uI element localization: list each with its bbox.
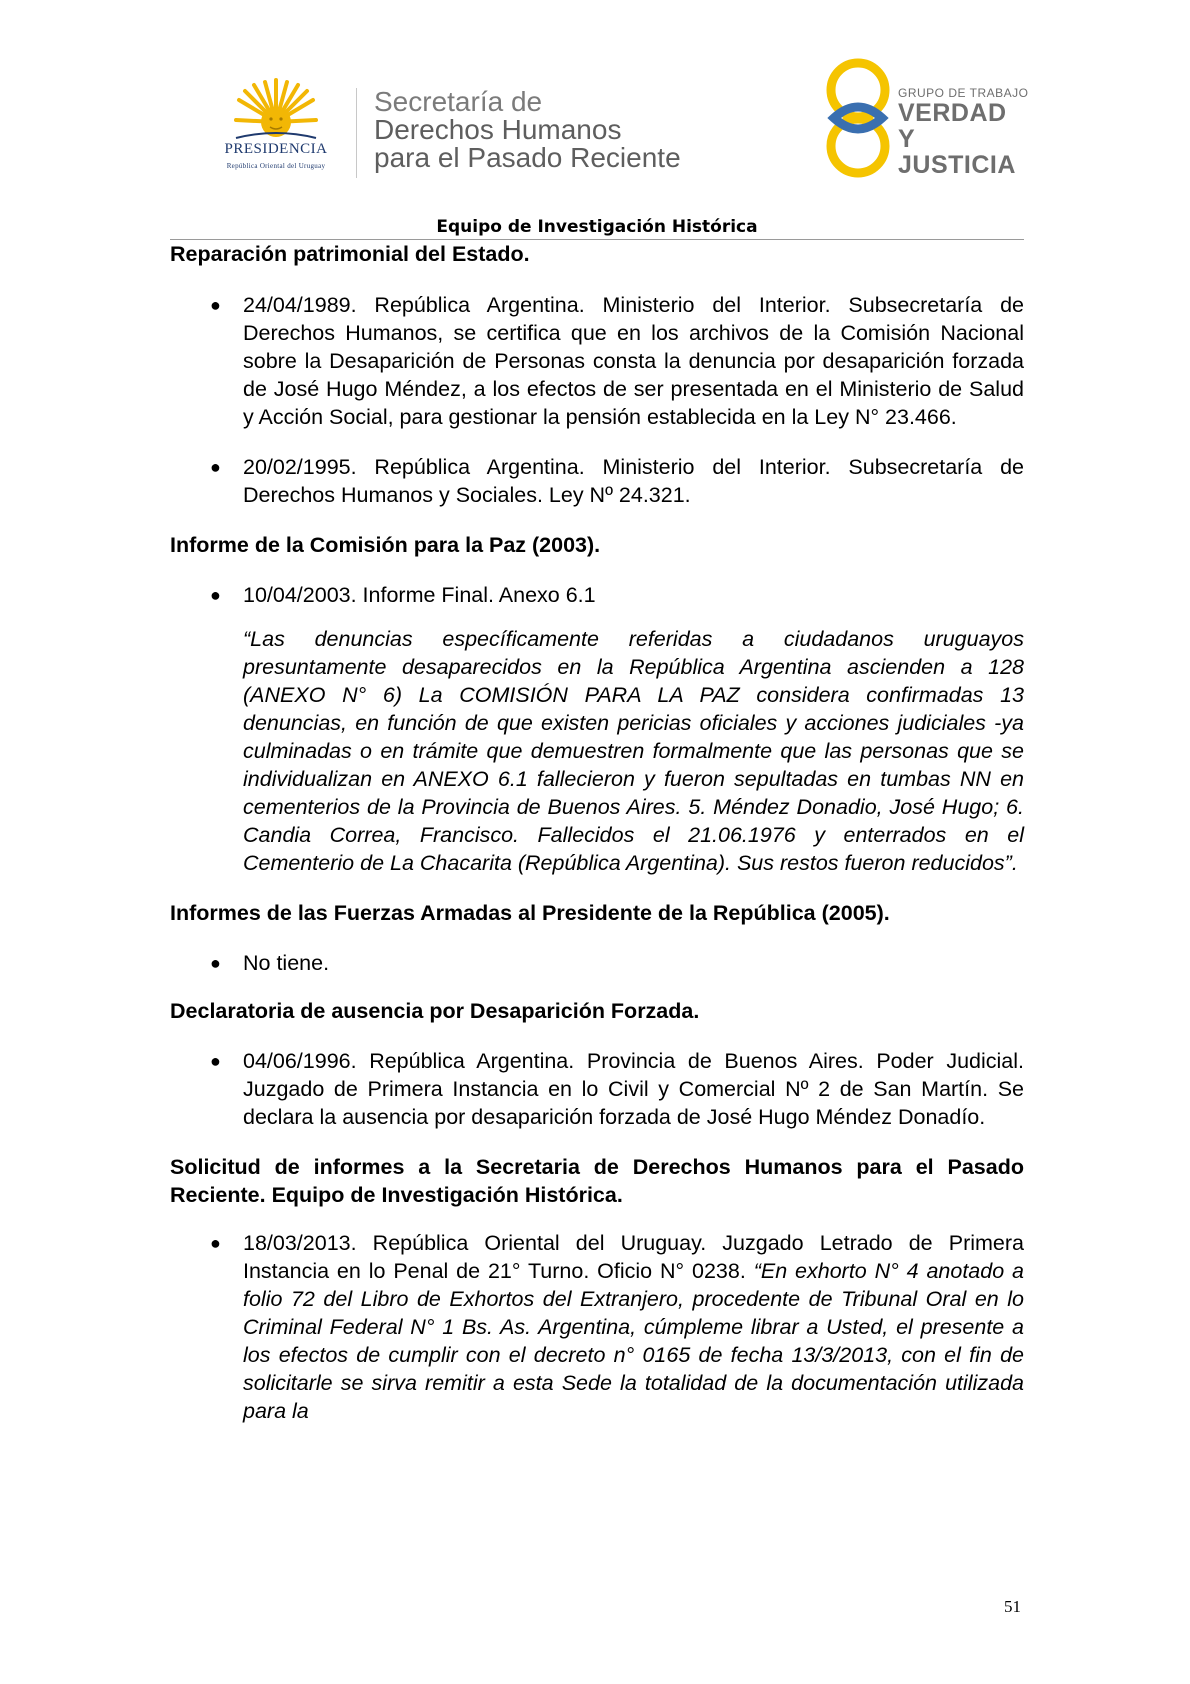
bullet-icon: ● <box>210 457 221 477</box>
list-item <box>170 453 1024 509</box>
presidencia-logo <box>196 78 356 178</box>
section-heading: Reparación patrimonial del Estado. <box>170 242 530 266</box>
list-item-text: 18/03/2013. República Oriental del Uruguay. Juzgado Letrado de Primera Instancia en lo Penal de 21° Turno. Oficio N° 0238. <box>243 1231 1024 1283</box>
grupo-trabajo-line-3: JUSTICIA <box>898 151 1016 179</box>
list-item-quote: “En exhorto N° 4 anotado a folio 72 del Libro de Exhortos del Extranjero, procedente de Tribunal Oral en lo Criminal Federal N° 1 Bs. As. Argentina, cúmpleme librar a Usted, el presente a los efectos de cumplir con el decreto n° 0165 de fecha 13/3/2013, con el fin de solicitarle se sirva remitir a esta Sede la totalidad de la documentación utilizada para la <box>243 1259 1024 1423</box>
team-title: Equipo de Investigación Histórica <box>436 217 758 237</box>
list-item-text: 24/04/1989. República Argentina. Ministerio del Interior. Subsecretaría de Derechos Humanos, se certifica que en los archivos de la Comisión Nacional sobre la Desaparición de Personas consta la denuncia por desaparición forzada de José Hugo Méndez, a los efectos de ser presentada en el Ministerio de Salud y Acción Social, para gestionar la pensión establecida en la Ley N° 23.466. <box>243 293 1024 429</box>
section-heading: Declaratoria de ausencia por Desaparición Forzada. <box>170 999 700 1023</box>
grupo-trabajo-logo <box>820 56 1030 182</box>
logo-divider <box>356 88 357 178</box>
page-header <box>0 0 1190 220</box>
presidencia-label: PRESIDENCIA <box>224 141 328 157</box>
grupo-trabajo-line-2: VERDAD Y <box>898 99 1007 153</box>
list-item <box>170 949 1024 977</box>
bullet-icon: ● <box>210 1051 221 1071</box>
secretaria-line-3: para el Pasado Reciente <box>374 142 681 173</box>
grupo-trabajo-text <box>898 86 1030 178</box>
interlocked-rings-icon <box>820 56 896 180</box>
bullet-icon: ● <box>210 953 221 973</box>
page-number: 51 <box>1004 1597 1021 1616</box>
list-item-text: 20/02/1995. República Argentina. Ministerio del Interior. Subsecretaría de Derechos Humanos y Sociales. Ley Nº 24.321. <box>243 455 1024 507</box>
section-heading: Informe de la Comisión para la Paz (2003). <box>170 533 601 557</box>
bullet-icon: ● <box>210 585 221 605</box>
list-item-text: No tiene. <box>243 951 330 975</box>
quoted-text: “Las denuncias específicamente referidas a ciudadanos uruguayos presuntamente desaparecidos en la República Argentina ascienden a 128 (ANEXO N° 6) La COMISIÓN PARA LA PAZ considera confirmadas 13 denuncias, en función de que existen pericias oficiales y acciones judiciales -ya culminadas o en trámite que demuestren formalmente que las personas que se individualizan en ANEXO 6.1 fallecieron y fueron sepultadas en tumbas NN en cementerios de la Provincia de Buenos Aires. 5. Méndez Donadio, José Hugo; 6. Candia Correa, Francisco. Fallecidos el 21.06.1976 y enterrados en el Cementerio de La Chacarita (República Argentina). Sus restos fueron reducidos”. <box>243 627 1024 875</box>
sun-emblem-icon <box>234 78 318 148</box>
secretaria-line-1: Secretaría de <box>374 86 543 117</box>
list-item-text: 10/04/2003. Informe Final. Anexo 6.1 <box>243 583 596 607</box>
document-body <box>170 240 1024 1425</box>
section-heading: Solicitud de informes a la Secretaria de Derechos Humanos para el Pasado Reciente. Equipo de Investigación Histórica. <box>170 1155 1024 1207</box>
list-item <box>170 581 1024 609</box>
grupo-trabajo-line-1: GRUPO DE TRABAJO <box>898 86 1029 100</box>
secretaria-line-2: Derechos Humanos <box>374 114 622 145</box>
secretaria-logo <box>374 88 681 172</box>
bullet-icon: ● <box>210 1233 221 1253</box>
presidencia-sublabel: República Oriental del Uruguay <box>226 162 326 170</box>
list-item <box>170 291 1024 431</box>
section-heading: Informes de las Fuerzas Armadas al Presidente de la República (2005). <box>170 901 890 925</box>
list-item-text: 04/06/1996. República Argentina. Provincia de Buenos Aires. Poder Judicial. Juzgado de Primera Instancia en lo Civil y Comercial Nº 2 de San Martín. Se declara la ausencia por desaparición forzada de José Hugo Méndez Donadío. <box>243 1049 1024 1129</box>
bullet-icon: ● <box>210 295 221 315</box>
list-item <box>170 1047 1024 1131</box>
list-item <box>170 1229 1024 1425</box>
